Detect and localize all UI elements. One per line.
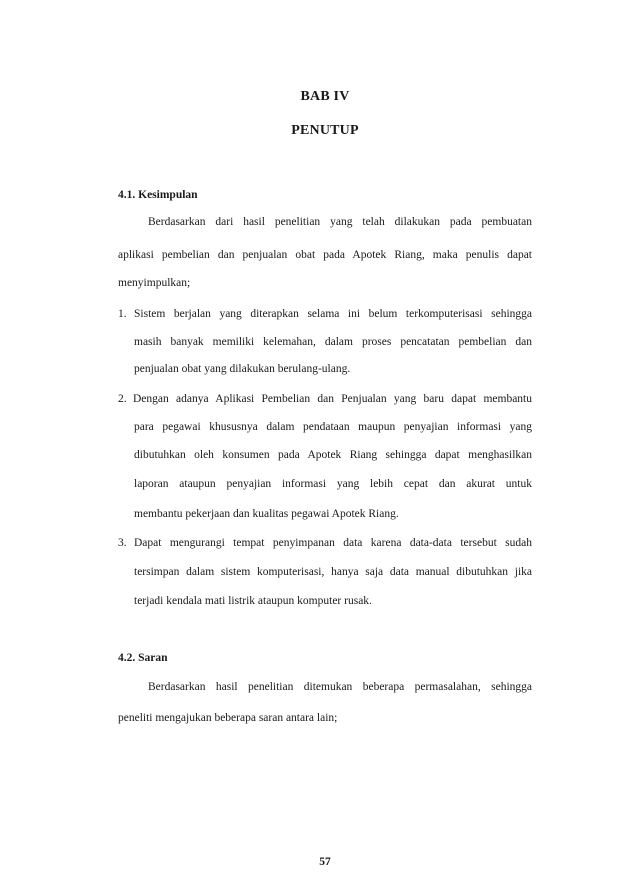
section-heading-kesimpulan: 4.1. Kesimpulan [118,189,198,201]
paragraph-line: peneliti mengajukan beberapa saran antara lain; [118,712,338,724]
list-item-line: Dengan adanya Aplikasi Pembelian dan Penjualan yang baru dapat membantu [133,393,532,405]
list-item-line: laporan ataupun penyajian informasi yang lebih cepat dan akurat untuk [134,478,532,490]
section-heading-saran: 4.2. Saran [118,652,168,664]
list-marker: 2. [118,393,127,405]
list-marker: 3. [118,537,127,549]
paragraph-line: Berdasarkan hasil penelitian ditemukan beberapa permasalahan, sehingga [148,681,532,693]
list-item-line: penjualan obat yang dilakukan berulang-ulang. [134,363,351,375]
list-item-line: tersimpan dalam sistem komputerisasi, hanya saja data manual dibutuhkan jika [134,566,532,578]
chapter-number: BAB IV [300,89,350,104]
paragraph-line: menyimpulkan; [118,277,191,289]
paragraph-line: aplikasi pembelian dan penjualan obat pada Apotek Riang, maka penulis dapat [118,249,532,261]
page-number: 57 [319,856,331,868]
list-marker: 1. [118,308,127,320]
paragraph-line: Berdasarkan dari hasil penelitian yang telah dilakukan pada pembuatan [148,216,532,228]
list-item-line: Dapat mengurangi tempat penyimpanan data karena data-data tersebut sudah [134,537,532,549]
list-item-line: membantu pekerjaan dan kualitas pegawai Apotek Riang. [134,508,399,520]
list-item-line: para pegawai khususnya dalam pendataan maupun penyajian informasi yang [134,421,532,433]
list-item-line: Sistem berjalan yang diterapkan selama ini belum terkomputerisasi sehingga [134,308,532,320]
list-item-line: masih banyak memiliki kelemahan, dalam proses pencatatan pembelian dan [134,336,532,348]
chapter-title: PENUTUP [291,123,359,138]
list-item-line: dibutuhkan oleh konsumen pada Apotek Riang sehingga dapat menghasilkan [134,449,532,461]
list-item-line: terjadi kendala mati listrik ataupun komputer rusak. [134,595,372,607]
